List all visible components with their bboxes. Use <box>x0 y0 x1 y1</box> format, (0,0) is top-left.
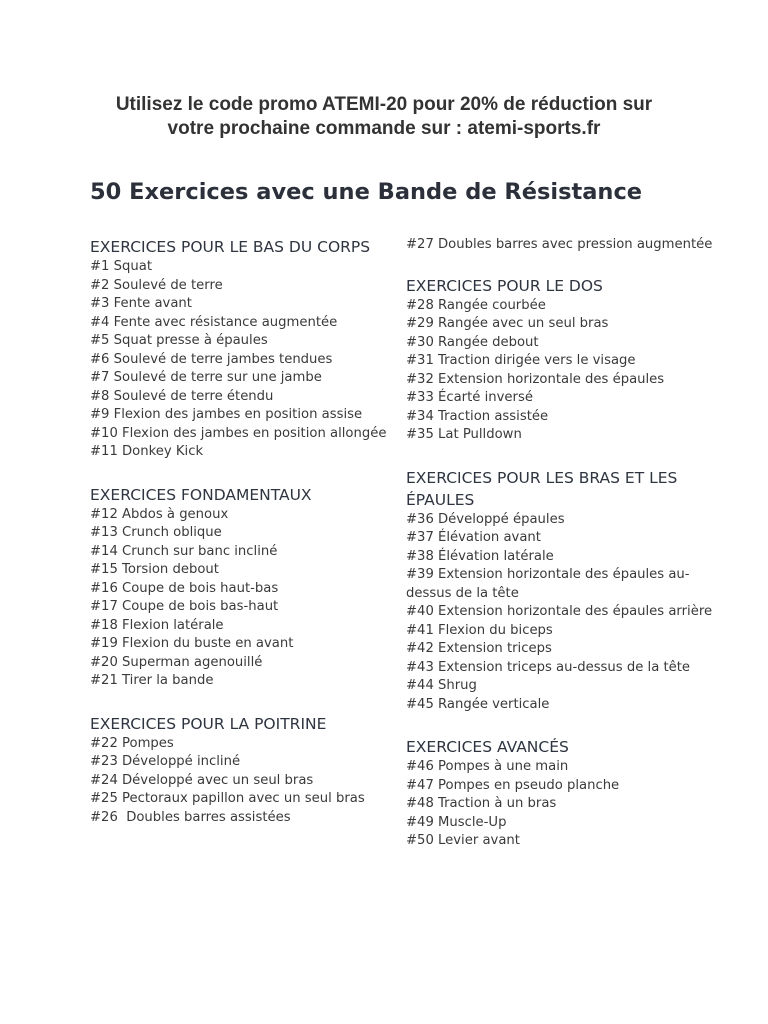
page-title: 50 Exercices avec une Bande de Résistance <box>90 179 643 205</box>
exercise-item: #14 Crunch sur banc incliné <box>90 543 278 559</box>
exercise-item: #39 Extension horizontale des épaules au-dessus de la tête <box>406 567 690 601</box>
exercise-item: #49 Muscle-Up <box>406 814 507 830</box>
exercise-item: #8 Soulevé de terre étendu <box>90 388 274 404</box>
exercise-item: #12 Abdos à genoux <box>90 506 229 522</box>
promo-line-1: Utilisez le code promo ATEMI-20 pour 20% de réduction sur <box>115 94 653 115</box>
section-heading: EXERCICES FONDAMENTAUX <box>90 485 312 504</box>
exercise-item: #30 Rangée debout <box>406 334 539 350</box>
section-heading: EXERCICES AVANCÉS <box>406 738 569 756</box>
exercise-item: #28 Rangée courbée <box>406 297 546 313</box>
section-exercices-pour-le-dos <box>406 275 716 445</box>
exercise-item: #20 Superman agenouillé <box>90 654 263 670</box>
exercise-item: #10 Flexion des jambes en position allongée <box>90 425 387 441</box>
exercise-item: #22 Pompes <box>90 735 174 751</box>
exercise-item: #31 Traction dirigée vers le visage <box>406 353 636 368</box>
exercise-item: #24 Développé avec un seul bras <box>90 772 314 788</box>
exercise-item: #38 Élévation latérale <box>406 548 554 564</box>
exercise-item: #7 Soulevé de terre sur une jambe <box>90 370 322 385</box>
section-heading: EXERCICES POUR LE BAS DU CORPS <box>90 238 371 256</box>
exercise-item: #4 Fente avec résistance augmentée <box>90 314 338 330</box>
exercise-item: #48 Traction à un bras <box>406 796 557 811</box>
exercise-item: #41 Flexion du biceps <box>406 622 553 638</box>
exercise-item: #15 Torsion debout <box>90 562 219 577</box>
exercise-item: #47 Pompes en pseudo planche <box>406 777 620 793</box>
exercise-item: #25 Pectoraux papillon avec un seul bras <box>90 791 365 806</box>
exercise-item: #33 Écarté inversé <box>406 390 533 405</box>
exercise-item: #29 Rangée avec un seul bras <box>406 316 609 331</box>
exercise-item: #50 Levier avant <box>406 833 520 848</box>
section-heading: EXERCICES POUR LA POITRINE <box>90 714 327 733</box>
promo-banner <box>60 93 708 141</box>
exercise-item: #37 Élévation avant <box>406 530 541 545</box>
exercise-item: #35 Lat Pulldown <box>406 427 522 442</box>
exercise-item: #1 Squat <box>90 259 152 274</box>
section-exercices-avances <box>406 736 716 851</box>
exercise-item: #2 Soulevé de terre <box>90 277 223 293</box>
exercise-item: #17 Coupe de bois bas-haut <box>90 599 279 614</box>
section-exercices-pour-les-bras-et-les-epaules <box>406 467 716 715</box>
exercise-item: #18 Flexion latérale <box>90 617 224 633</box>
section-heading: EXERCICES POUR LE DOS <box>406 276 603 295</box>
exercise-item: #27 Doubles barres avec pression augmentée <box>406 237 713 252</box>
left-column <box>90 236 390 849</box>
exercise-item: #5 Squat presse à épaules <box>90 333 268 348</box>
exercise-item: #21 Tirer la bande <box>90 673 214 688</box>
exercise-item: #34 Traction assistée <box>406 408 549 424</box>
exercise-item: #9 Flexion des jambes en position assise <box>90 407 363 422</box>
section-continuation <box>406 236 716 255</box>
exercise-item: #32 Extension horizontale des épaules <box>406 371 665 387</box>
right-column <box>406 236 716 873</box>
exercise-item: #43 Extension triceps au-dessus de la tête <box>406 659 691 675</box>
exercise-item: #45 Rangée verticale <box>406 696 550 712</box>
exercise-item: #36 Développé épaules <box>406 511 565 527</box>
section-exercices-fondamentaux <box>90 484 390 691</box>
exercise-item: #19 Flexion du buste en avant <box>90 636 294 651</box>
exercise-item: #16 Coupe de bois haut-bas <box>90 580 279 596</box>
exercise-item: #42 Extension triceps <box>406 641 552 656</box>
exercise-item: #26 Doubles barres assistées <box>90 809 291 825</box>
section-heading: EXERCICES POUR LES BRAS ET LES ÉPAULES <box>406 468 678 509</box>
exercise-item: #11 Donkey Kick <box>90 444 204 459</box>
exercise-item: #44 Shrug <box>406 678 477 693</box>
exercise-item: #46 Pompes à une main <box>406 759 569 774</box>
exercise-item: #13 Crunch oblique <box>90 525 222 540</box>
section-exercices-pour-le-bas-du-corps <box>90 236 390 462</box>
exercise-item: #3 Fente avant <box>90 296 192 311</box>
exercise-item: #6 Soulevé de terre jambes tendues <box>90 351 333 367</box>
exercise-item: #23 Développé incliné <box>90 754 241 769</box>
promo-line-2: votre prochaine commande sur : atemi-sports.fr <box>167 118 601 139</box>
section-exercices-pour-la-poitrine <box>90 713 390 828</box>
exercise-item: #40 Extension horizontale des épaules arrière <box>406 604 713 619</box>
